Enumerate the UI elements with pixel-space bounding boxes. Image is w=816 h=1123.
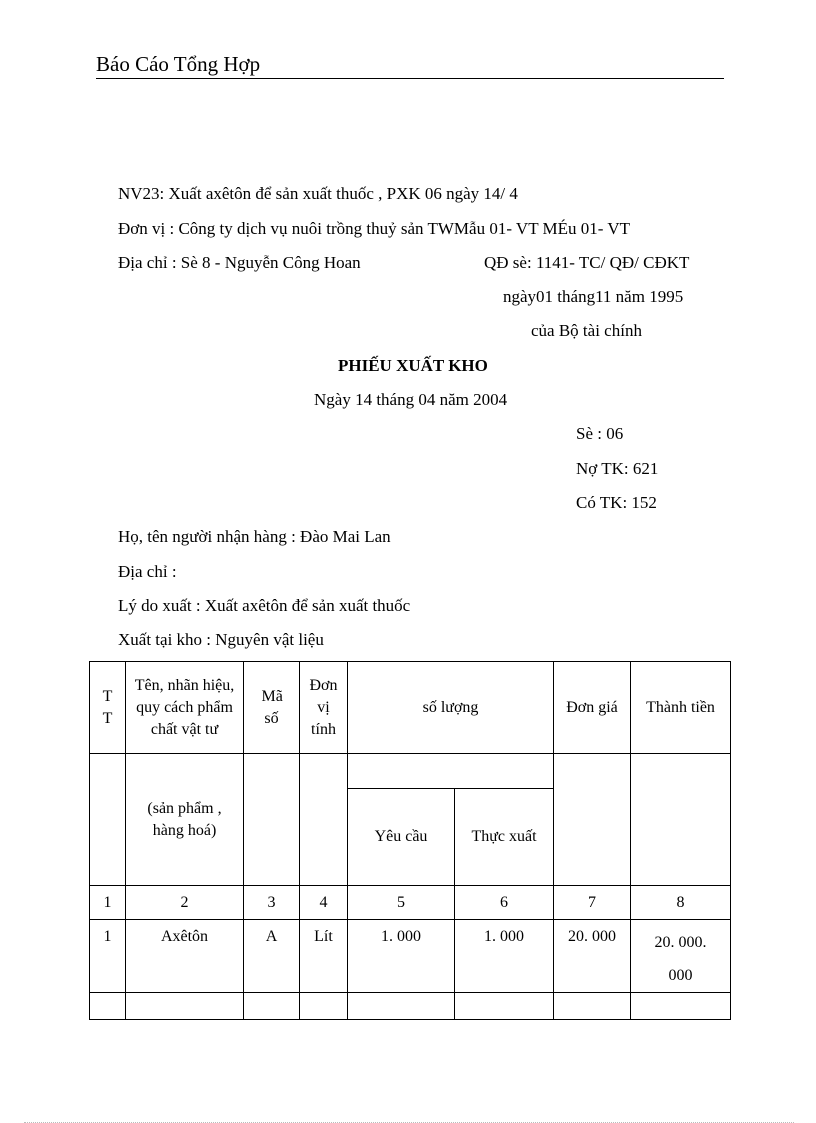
col-number: 3 (244, 886, 300, 920)
row-requested: 1. 000 (348, 920, 455, 993)
col-number: 1 (90, 886, 126, 920)
table-empty-row (90, 993, 731, 1020)
sub-tt-cell (90, 754, 126, 886)
slip-date: Ngày 14 tháng 04 năm 2004 (314, 390, 508, 409)
col-number: 5 (348, 886, 455, 920)
col-number: 6 (455, 886, 554, 920)
empty-cell (244, 993, 300, 1020)
header-quantity: số lượng (348, 662, 554, 754)
header-name-sub: (sản phẩm , hàng hoá) (126, 754, 244, 886)
col-number: 7 (554, 886, 631, 920)
slip-number: Sè : 06 (576, 424, 624, 443)
row-actual: 1. 000 (455, 920, 554, 993)
table-header-row (90, 662, 731, 754)
empty-cell (348, 993, 455, 1020)
header-name: Tên, nhãn hiệu, quy cách phẩm chất vật tư (126, 662, 244, 754)
recipient-name: Họ, tên người nhận hàng : Đào Mai Lan (118, 527, 391, 546)
sub-amount-cell (631, 754, 731, 886)
decision-date-line: ngày01 tháng11 năm 1995 (503, 287, 684, 306)
header-rule (96, 78, 724, 79)
page-header-title: Báo Cáo Tổng Hợp (96, 52, 261, 76)
header-unit: Đơn vị tính (300, 662, 348, 754)
empty-cell (300, 993, 348, 1020)
empty-cell (126, 993, 244, 1020)
header-tt: T T (90, 662, 126, 754)
ministry-line: của Bộ tài chính (531, 321, 642, 340)
table-number-row (90, 886, 731, 920)
empty-cell (631, 993, 731, 1020)
slip-debit: Nợ TK: 621 (576, 459, 659, 478)
sub-price-cell (554, 754, 631, 886)
empty-cell (455, 993, 554, 1020)
header-actual: Thực xuất (455, 789, 554, 886)
decision-line: QĐ sè: 1141- TC/ QĐ/ CĐKT (484, 253, 690, 272)
issue-slip-table (89, 661, 731, 1020)
table-row (90, 920, 731, 993)
row-price: 20. 000 (554, 920, 631, 993)
sub-unit-cell (300, 754, 348, 886)
col-number: 4 (300, 886, 348, 920)
header-amount: Thành tiền (631, 662, 731, 754)
row-name: Axêtôn (126, 920, 244, 993)
row-unit: Lít (300, 920, 348, 993)
sub-quantity-cell (348, 754, 554, 789)
recipient-address: Địa chỉ : (118, 562, 177, 581)
empty-cell (90, 993, 126, 1020)
issue-reason: Lý do xuất : Xuất axêtôn để sản xuất thuốc (118, 596, 411, 615)
row-tt: 1 (90, 920, 126, 993)
header-price: Đơn giá (554, 662, 631, 754)
col-number: 8 (631, 886, 731, 920)
unit-line: Đơn vị : Công ty dịch vụ nuôi trồng thuỷ sản TWMẫu 01- VT MÉu 01- VT (118, 219, 631, 238)
issue-warehouse: Xuất tại kho : Nguyên vật liệu (118, 630, 324, 649)
nv-line: NV23: Xuất axêtôn để sản xuất thuốc , PXK 06 ngày 14/ 4 (118, 184, 518, 203)
row-amount: 20. 000. 000 (631, 920, 731, 993)
table-subheader-row (90, 754, 731, 789)
row-code: A (244, 920, 300, 993)
header-code: Mã số (244, 662, 300, 754)
slip-title: PHIẾU XUẤT KHO (338, 356, 488, 375)
slip-credit: Có TK: 152 (576, 493, 657, 512)
empty-cell (554, 993, 631, 1020)
header-requested: Yêu cầu (348, 789, 455, 886)
address-line: Địa chỉ : Sè 8 - Nguyễn Công Hoan (118, 253, 361, 272)
sub-code-cell (244, 754, 300, 886)
col-number: 2 (126, 886, 244, 920)
